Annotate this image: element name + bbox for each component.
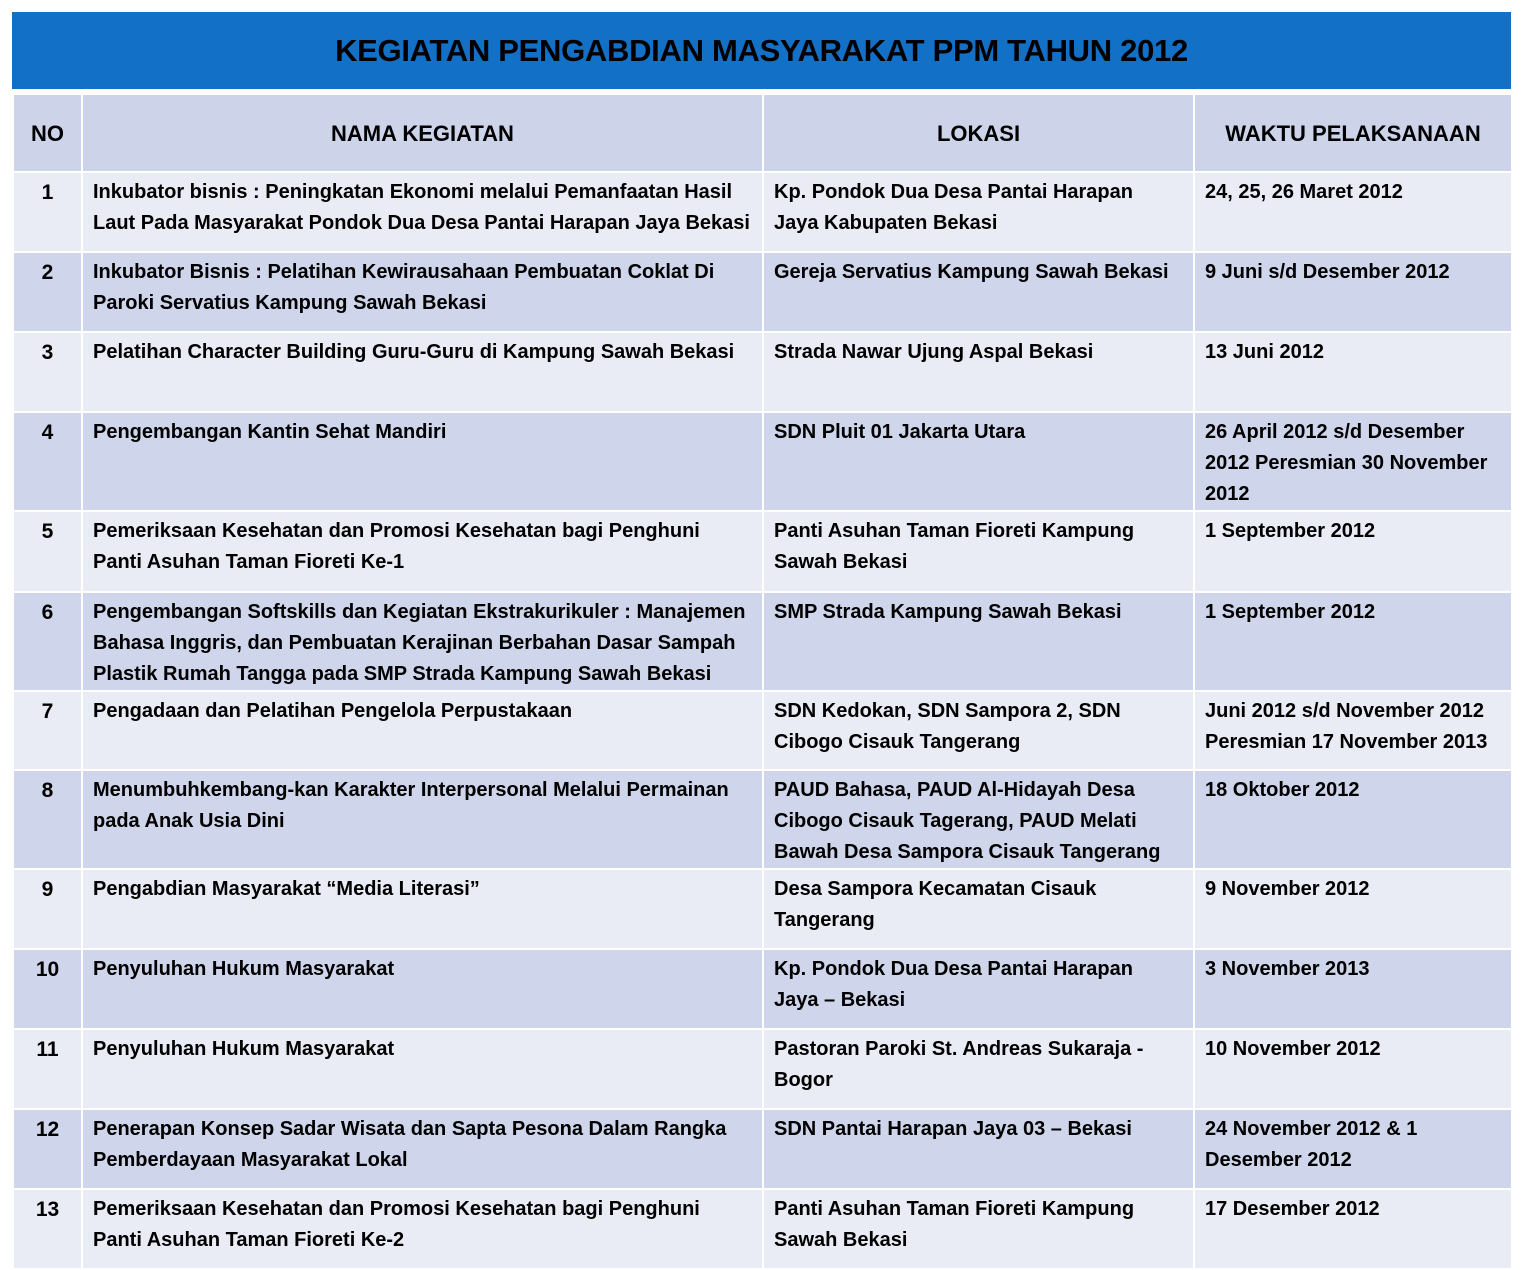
header-row bbox=[13, 94, 1512, 172]
cell-no: 1 bbox=[13, 172, 82, 252]
table-row bbox=[13, 1189, 1512, 1269]
header-name: NAMA KEGIATAN bbox=[82, 94, 763, 172]
cell-location: PAUD Bahasa, PAUD Al-Hidayah Desa Cibogo Cisauk Tagerang, PAUD Melati Bawah Desa Sampora Cisauk Tangerang bbox=[763, 770, 1194, 869]
cell-activity-name: Pengembangan Softskills dan Kegiatan Ekstrakurikuler : Manajemen Bahasa Inggris, dan Pembuatan Kerajinan Berbahan Dasar Sampah Plastik Rumah Tangga pada SMP Strada Kampung Sawah Bekasi bbox=[82, 592, 763, 691]
table-row bbox=[13, 412, 1512, 511]
cell-activity-name: Penyuluhan Hukum Masyarakat bbox=[82, 949, 763, 1029]
cell-no: 5 bbox=[13, 511, 82, 592]
header-location: LOKASI bbox=[763, 94, 1194, 172]
table-row bbox=[13, 252, 1512, 332]
cell-no: 3 bbox=[13, 332, 82, 412]
cell-location: Gereja Servatius Kampung Sawah Bekasi bbox=[763, 252, 1194, 332]
cell-time: 18 Oktober 2012 bbox=[1194, 770, 1512, 869]
cell-location: Kp. Pondok Dua Desa Pantai Harapan Jaya Kabupaten Bekasi bbox=[763, 172, 1194, 252]
table-row bbox=[13, 691, 1512, 770]
cell-location: Pastoran Paroki St. Andreas Sukaraja - Bogor bbox=[763, 1029, 1194, 1109]
cell-time: 26 April 2012 s/d Desember 2012 Peresmian 30 November 2012 bbox=[1194, 412, 1512, 511]
cell-activity-name: Menumbuhkembang-kan Karakter Interpersonal Melalui Permainan pada Anak Usia Dini bbox=[82, 770, 763, 869]
cell-activity-name: Inkubator bisnis : Peningkatan Ekonomi melalui Pemanfaatan Hasil Laut Pada Masyarakat Pondok Dua Desa Pantai Harapan Jaya Bekasi bbox=[82, 172, 763, 252]
cell-activity-name: Inkubator Bisnis : Pelatihan Kewirausahaan Pembuatan Coklat Di Paroki Servatius Kampung Sawah Bekasi bbox=[82, 252, 763, 332]
cell-location: Kp. Pondok Dua Desa Pantai Harapan Jaya – Bekasi bbox=[763, 949, 1194, 1029]
cell-time: 9 November 2012 bbox=[1194, 869, 1512, 949]
activities-table bbox=[12, 93, 1513, 1270]
cell-activity-name: Pemeriksaan Kesehatan dan Promosi Kesehatan bagi Penghuni Panti Asuhan Taman Fioreti Ke-2 bbox=[82, 1189, 763, 1269]
cell-no: 4 bbox=[13, 412, 82, 511]
table-body bbox=[13, 172, 1512, 1269]
cell-activity-name: Pengadaan dan Pelatihan Pengelola Perpustakaan bbox=[82, 691, 763, 770]
cell-time: 24, 25, 26 Maret 2012 bbox=[1194, 172, 1512, 252]
table-row bbox=[13, 869, 1512, 949]
cell-no: 7 bbox=[13, 691, 82, 770]
cell-time: Juni 2012 s/d November 2012 Peresmian 17 November 2013 bbox=[1194, 691, 1512, 770]
cell-no: 2 bbox=[13, 252, 82, 332]
table-row bbox=[13, 172, 1512, 252]
cell-no: 6 bbox=[13, 592, 82, 691]
cell-location: SDN Pantai Harapan Jaya 03 – Bekasi bbox=[763, 1109, 1194, 1189]
cell-no: 12 bbox=[13, 1109, 82, 1189]
cell-no: 13 bbox=[13, 1189, 82, 1269]
cell-activity-name: Penyuluhan Hukum Masyarakat bbox=[82, 1029, 763, 1109]
table-row bbox=[13, 949, 1512, 1029]
cell-activity-name: Pemeriksaan Kesehatan dan Promosi Kesehatan bagi Penghuni Panti Asuhan Taman Fioreti Ke-1 bbox=[82, 511, 763, 592]
cell-time: 17 Desember 2012 bbox=[1194, 1189, 1512, 1269]
cell-time: 1 September 2012 bbox=[1194, 592, 1512, 691]
cell-activity-name: Pengembangan Kantin Sehat Mandiri bbox=[82, 412, 763, 511]
cell-location: Desa Sampora Kecamatan Cisauk Tangerang bbox=[763, 869, 1194, 949]
cell-no: 8 bbox=[13, 770, 82, 869]
title-bar bbox=[12, 12, 1511, 89]
cell-activity-name: Pengabdian Masyarakat “Media Literasi” bbox=[82, 869, 763, 949]
cell-location: SDN Kedokan, SDN Sampora 2, SDN Cibogo Cisauk Tangerang bbox=[763, 691, 1194, 770]
page-title: KEGIATAN PENGABDIAN MASYARAKAT PPM TAHUN 2012 bbox=[335, 32, 1188, 68]
cell-location: Panti Asuhan Taman Fioreti Kampung Sawah Bekasi bbox=[763, 511, 1194, 592]
cell-no: 11 bbox=[13, 1029, 82, 1109]
cell-time: 10 November 2012 bbox=[1194, 1029, 1512, 1109]
table-row bbox=[13, 1109, 1512, 1189]
cell-location: SDN Pluit 01 Jakarta Utara bbox=[763, 412, 1194, 511]
cell-location: SMP Strada Kampung Sawah Bekasi bbox=[763, 592, 1194, 691]
table-row bbox=[13, 592, 1512, 691]
table-row bbox=[13, 332, 1512, 412]
cell-activity-name: Penerapan Konsep Sadar Wisata dan Sapta Pesona Dalam Rangka Pemberdayaan Masyarakat Lokal bbox=[82, 1109, 763, 1189]
table-row bbox=[13, 770, 1512, 869]
table-row bbox=[13, 511, 1512, 592]
cell-activity-name: Pelatihan Character Building Guru-Guru di Kampung Sawah Bekasi bbox=[82, 332, 763, 412]
cell-time: 13 Juni 2012 bbox=[1194, 332, 1512, 412]
cell-no: 10 bbox=[13, 949, 82, 1029]
cell-time: 24 November 2012 & 1 Desember 2012 bbox=[1194, 1109, 1512, 1189]
header-no: NO bbox=[13, 94, 82, 172]
cell-location: Strada Nawar Ujung Aspal Bekasi bbox=[763, 332, 1194, 412]
cell-time: 3 November 2013 bbox=[1194, 949, 1512, 1029]
cell-location: Panti Asuhan Taman Fioreti Kampung Sawah Bekasi bbox=[763, 1189, 1194, 1269]
table-row bbox=[13, 1029, 1512, 1109]
cell-no: 9 bbox=[13, 869, 82, 949]
cell-time: 9 Juni s/d Desember 2012 bbox=[1194, 252, 1512, 332]
header-time: WAKTU PELAKSANAAN bbox=[1194, 94, 1512, 172]
cell-time: 1 September 2012 bbox=[1194, 511, 1512, 592]
